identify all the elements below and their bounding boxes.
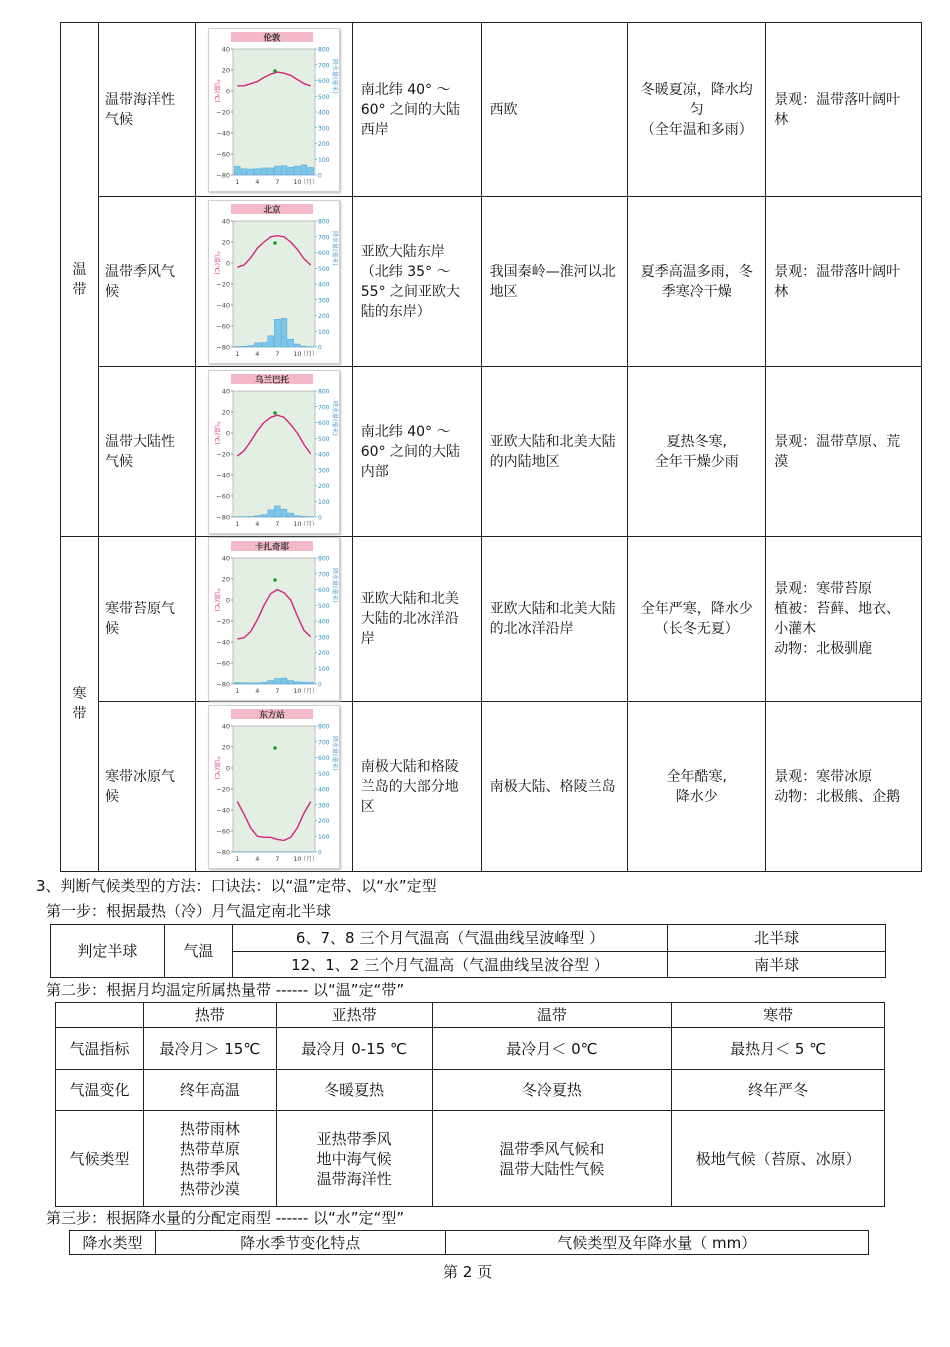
cell-line: 亚热带季风 — [316, 1129, 392, 1148]
temp-tick-label: −60 — [216, 659, 230, 668]
precip-tick-label: 600 — [317, 249, 330, 257]
precip-tick-label: 400 — [317, 618, 330, 626]
table-cell: 终年高温 — [143, 1070, 276, 1111]
month-tick-label: 4 — [255, 519, 260, 528]
precip-tick-label: 500 — [317, 93, 330, 101]
temp-tick-label: −40 — [216, 471, 230, 479]
precip-tick-label: 100 — [317, 665, 330, 673]
temp-tick-label: −80 — [216, 680, 230, 689]
month-tick-label: 7 — [275, 854, 280, 863]
table-cell: 终年严冬 — [672, 1070, 885, 1111]
precip-tick-label: 100 — [317, 328, 330, 336]
temp-axis-title: 气温(℃) — [212, 78, 220, 102]
region-cell: 亚欧大陆和北美大陆的内陆地区 — [481, 367, 628, 537]
station-dot — [273, 746, 277, 750]
landscape-line: 植被：苔藓、地衣、小灌木 — [774, 601, 901, 637]
distribution-cell: 南北纬 40° ～ 60° 之间的大陆内部 — [352, 367, 481, 537]
feature-line: 降水少 — [675, 788, 718, 805]
precip-bar — [248, 169, 254, 175]
zone-cell — [61, 537, 99, 872]
precip-tick-label: 200 — [317, 650, 330, 657]
climate-name: 温带大陆性气候 — [98, 367, 195, 537]
precip-bar — [308, 167, 314, 175]
features-cell — [628, 367, 766, 537]
zone-char: 寒 — [72, 686, 87, 702]
temp-axis-title: 气温(℃) — [212, 588, 220, 612]
precip-bar — [254, 683, 260, 684]
month-tick-label: 4 — [255, 687, 260, 695]
temp-tick-label: −20 — [216, 450, 230, 458]
precip-tick-label: 700 — [317, 61, 330, 69]
precip-tick-label: 500 — [317, 265, 330, 273]
precip-tick-label: 800 — [317, 555, 330, 563]
region-cell: 我国秦岭—淮河以北地区 — [481, 197, 628, 367]
climate-chart-cell — [195, 537, 352, 702]
result-cell: 北半球 — [668, 925, 886, 952]
month-tick-label: 4 — [255, 349, 260, 358]
precip-tick-label: 600 — [317, 754, 330, 762]
precip-tick-label: 100 — [317, 833, 330, 841]
precip-tick-label: 400 — [317, 109, 330, 116]
temp-tick-label: 40 — [221, 45, 230, 53]
row-label: 气温指标 — [56, 1028, 144, 1070]
table-cell — [276, 1111, 432, 1207]
temp-tick-label: 20 — [221, 66, 230, 74]
precip-tick-label: 0 — [317, 681, 322, 689]
precip-bar — [301, 346, 307, 347]
precip-tick-label: 0 — [317, 172, 322, 179]
temp-tick-label: −60 — [216, 827, 230, 835]
temp-tick-label: 0 — [225, 259, 230, 267]
header-cell: 寒带 — [672, 1003, 885, 1028]
precip-tick-label: 300 — [317, 466, 330, 474]
temp-tick-label: 0 — [225, 764, 230, 772]
temp-axis-title: 气温(℃) — [212, 250, 220, 274]
temp-tick-label: −80 — [216, 848, 230, 856]
month-tick-label: 4 — [255, 854, 260, 863]
landscape-line: 动物：北极熊、企鹅 — [774, 788, 901, 805]
chart-station-title: 伦敦 — [263, 33, 281, 43]
precip-tick-label: 400 — [317, 451, 330, 458]
feature-line: （全年温和多雨） — [640, 121, 753, 138]
feature-line: 全年严寒，降水少 — [640, 601, 753, 617]
row-label: 气温变化 — [56, 1070, 144, 1111]
precip-bar — [301, 516, 307, 517]
precip-bar — [288, 167, 294, 175]
landscape-cell — [766, 537, 922, 702]
temp-tick-label: −80 — [216, 513, 230, 521]
table-cell: 最冷月 0-15 ℃ — [276, 1028, 432, 1070]
precip-tick-label: 400 — [317, 281, 330, 288]
distribution-cell: 南极大陆和格陵兰岛的大部分地区 — [352, 702, 481, 872]
temp-tick-label: −20 — [216, 785, 230, 793]
temp-tick-label: −60 — [216, 150, 230, 158]
zone-cell — [61, 23, 99, 537]
month-tick-label: 7 — [275, 349, 280, 358]
precip-bar — [268, 335, 274, 346]
month-tick-label: 4 — [255, 177, 260, 186]
region-cell: 亚欧大陆和北美大陆的北冰洋沿岸 — [481, 537, 628, 702]
precip-bar — [241, 168, 247, 174]
temp-tick-label: 0 — [225, 429, 230, 437]
temp-tick-label: 40 — [221, 387, 230, 395]
precip-bar — [248, 345, 254, 346]
precip-tick-label: 100 — [317, 156, 330, 164]
temp-tick-label: 0 — [225, 596, 230, 605]
month-tick-label: 10 — [292, 687, 302, 695]
temp-tick-label: −80 — [216, 171, 230, 179]
precip-bar — [234, 166, 240, 175]
landscape-cell — [766, 367, 922, 537]
climate-name: 寒带冰原气候 — [98, 702, 195, 872]
precip-bar — [268, 167, 274, 174]
precip-bar — [268, 509, 274, 516]
precip-tick-label: 600 — [317, 419, 330, 427]
climate-chart — [208, 370, 340, 534]
precip-bar — [281, 678, 287, 684]
month-unit: （月） — [299, 178, 318, 186]
climate-chart-svg — [209, 201, 339, 363]
precip-bar — [294, 344, 300, 347]
temp-tick-label: −40 — [216, 638, 230, 647]
climate-chart — [208, 28, 340, 192]
precip-tick-label: 200 — [317, 140, 330, 148]
temp-axis-title: 气温(℃) — [212, 755, 220, 779]
precip-bar — [281, 509, 287, 517]
temp-label: 气温 — [164, 925, 232, 978]
precip-bar — [288, 513, 294, 517]
precip-axis-title: 降水量(毫米) — [330, 735, 338, 771]
condition-cell: 12、1、2 三个月气温高（气温曲线呈波谷型 ） — [232, 952, 667, 978]
temp-tick-label: −40 — [216, 301, 230, 309]
features-cell — [628, 197, 766, 367]
temp-axis-title: 气温(℃) — [212, 420, 220, 444]
climate-chart-cell — [195, 23, 352, 197]
month-tick-label: 10 — [292, 519, 302, 528]
precip-bar — [294, 682, 300, 684]
cell-line: 热带草原 — [179, 1139, 240, 1158]
precip-bar — [261, 167, 267, 174]
precip-axis-title: 降水量(毫米) — [330, 400, 338, 436]
table-cell: 冬冷夏热 — [432, 1070, 672, 1111]
temp-tick-label: −20 — [216, 108, 230, 116]
precip-tick-label: 600 — [317, 587, 330, 594]
map-background — [233, 221, 315, 347]
precip-bar — [261, 342, 267, 347]
step1-title: 第一步：根据最热（冷）月气温定南北半球 — [46, 902, 332, 920]
temp-tick-label: 20 — [221, 408, 230, 416]
heat-zone-table — [55, 1002, 885, 1207]
cell-line: 温带大陆性气候 — [499, 1159, 605, 1178]
chart-station-title: 北京 — [263, 205, 281, 215]
precip-bar — [268, 681, 274, 684]
precip-tick-label: 300 — [317, 634, 330, 642]
cell-line: 极地气候（苔原、冰原） — [695, 1149, 861, 1168]
precip-bar — [254, 515, 260, 516]
landscape-cell — [766, 23, 922, 197]
month-tick-label: 7 — [275, 177, 280, 186]
chart-station-title: 乌兰巴托 — [254, 375, 289, 385]
precip-tick-label: 400 — [317, 786, 330, 793]
station-dot — [273, 578, 277, 582]
climate-chart-svg — [209, 538, 339, 700]
station-dot — [273, 69, 277, 73]
header-cell: 温带 — [432, 1003, 672, 1028]
precip-tick-label: 800 — [317, 723, 330, 730]
landscape-line: 动物：北极驯鹿 — [774, 641, 873, 657]
month-tick-label: 10 — [292, 177, 302, 186]
precip-bar — [261, 514, 267, 516]
precip-tick-label: 200 — [317, 312, 330, 320]
precip-bar — [274, 678, 280, 684]
temp-tick-label: 20 — [221, 238, 230, 246]
temp-tick-label: 40 — [221, 217, 230, 225]
precip-tick-label: 0 — [317, 849, 322, 856]
climate-chart — [208, 200, 340, 364]
landscape-line: 景观：温带落叶阔叶林 — [774, 263, 901, 300]
step2-title: 第二步：根据月均温定所属热量带 ------ 以“温”定“带” — [46, 981, 405, 999]
precip-bar — [261, 682, 267, 684]
header-cell: 热带 — [143, 1003, 276, 1028]
climate-chart-svg — [209, 706, 339, 868]
precip-tick-label: 600 — [317, 77, 330, 85]
precip-bar — [254, 342, 260, 346]
temp-tick-label: 40 — [221, 722, 230, 730]
precip-axis-title: 降水量(毫米) — [330, 568, 338, 603]
month-unit: （月） — [299, 520, 318, 528]
climate-chart — [208, 705, 340, 869]
precip-bar — [248, 683, 254, 684]
precip-tick-label: 300 — [317, 296, 330, 304]
temp-tick-label: −20 — [216, 617, 230, 626]
month-unit: （月） — [299, 350, 318, 358]
climate-name: 温带季风气候 — [98, 197, 195, 367]
hemisphere-table — [50, 924, 886, 978]
precip-tick-label: 700 — [317, 403, 330, 411]
precip-bar — [234, 682, 240, 684]
temp-tick-label: −40 — [216, 129, 230, 137]
precip-tick-label: 300 — [317, 124, 330, 132]
temp-tick-label: 40 — [221, 554, 230, 563]
climate-table — [60, 22, 922, 872]
page-number: 第 2 页 — [443, 1263, 493, 1281]
hemisphere-label: 判定半球 — [51, 925, 165, 978]
zone-char: 带 — [72, 281, 87, 298]
distribution-cell: 亚欧大陆和北美大陆的北冰洋沿岸 — [352, 537, 481, 702]
header-cell: 亚热带 — [276, 1003, 432, 1028]
cell-line: 地中海气候 — [316, 1149, 392, 1168]
landscape-line: 景观：温带草原、荒漠 — [774, 433, 901, 470]
zone-char: 温 — [72, 261, 87, 278]
precip-bar — [281, 165, 287, 174]
month-tick-label: 7 — [275, 687, 280, 695]
climate-chart — [208, 537, 340, 701]
table-cell: 冬暖夏热 — [276, 1070, 432, 1111]
precip-tick-label: 500 — [317, 602, 330, 610]
precip-bar — [294, 515, 300, 516]
precip-tick-label: 0 — [317, 344, 322, 351]
map-background — [233, 49, 315, 175]
precip-tick-label: 0 — [317, 514, 322, 521]
climate-name: 寒带苔原气候 — [98, 537, 195, 702]
month-tick-label: 1 — [235, 519, 240, 528]
table-cell — [143, 1111, 276, 1207]
precip-bar — [294, 166, 300, 175]
feature-line: 夏热冬寒, — [666, 433, 727, 450]
precip-tick-label: 500 — [317, 770, 330, 778]
region-cell: 西欧 — [481, 23, 628, 197]
month-tick-label: 10 — [292, 854, 302, 863]
month-tick-label: 1 — [235, 349, 240, 358]
table-cell: 最热月＜ 5 ℃ — [672, 1028, 885, 1070]
precip-bar — [308, 682, 314, 684]
feature-line: 全年干燥少雨 — [654, 453, 739, 470]
header-cell: 降水类型 — [70, 1231, 156, 1255]
precip-tick-label: 100 — [317, 498, 330, 506]
distribution-cell: 亚欧大陆东岸（北纬 35° ～ 55° 之间亚欧大陆的东岸） — [352, 197, 481, 367]
temp-tick-label: 20 — [221, 575, 230, 584]
precip-tick-label: 800 — [317, 218, 330, 225]
feature-line: 冬暖夏凉，降水均匀 — [640, 81, 753, 118]
temp-tick-label: −20 — [216, 280, 230, 288]
cell-line: 热带雨林 — [179, 1119, 240, 1138]
header-cell — [56, 1003, 144, 1028]
precip-tick-label: 800 — [317, 388, 330, 395]
result-cell: 南半球 — [668, 952, 886, 978]
precip-bar — [281, 318, 287, 347]
section3-heading: 3、判断气候类型的方法：口诀法：以“温”定带、以“水”定型 — [36, 877, 437, 895]
precip-tick-label: 700 — [317, 233, 330, 241]
landscape-line: 景观：寒带苔原 — [774, 581, 873, 597]
temp-tick-label: −60 — [216, 492, 230, 500]
condition-cell: 6、7、8 三个月气温高（气温曲线呈波峰型 ） — [232, 925, 667, 952]
month-unit: （月） — [299, 688, 318, 695]
precip-bar — [274, 319, 280, 347]
climate-chart-cell — [195, 702, 352, 872]
precip-tick-label: 500 — [317, 435, 330, 443]
precip-bar — [301, 682, 307, 684]
table-cell: 最冷月＞ 15℃ — [143, 1028, 276, 1070]
precip-bar — [274, 166, 280, 175]
map-background — [233, 391, 315, 517]
table-cell — [432, 1111, 672, 1207]
table-cell — [672, 1111, 885, 1207]
map-background — [233, 558, 315, 684]
table-cell: 最冷月＜ 0℃ — [432, 1028, 672, 1070]
climate-chart-cell — [195, 197, 352, 367]
precip-axis-title: 降水量(毫米) — [330, 58, 338, 94]
precip-axis-title: 降水量(毫米) — [330, 230, 338, 266]
precip-bar — [288, 339, 294, 347]
landscape-line: 景观：寒带冰原 — [774, 768, 873, 785]
month-tick-label: 1 — [235, 854, 240, 863]
station-dot — [273, 241, 277, 245]
month-unit: （月） — [299, 855, 318, 863]
precip-bar — [301, 164, 307, 174]
cell-line: 温带海洋性 — [316, 1169, 392, 1188]
feature-line: （长冬无夏） — [654, 621, 739, 637]
station-dot — [273, 411, 277, 415]
month-tick-label: 1 — [235, 687, 240, 695]
header-cell: 降水季节变化特点 — [155, 1231, 445, 1255]
map-background — [233, 726, 315, 852]
feature-line: 夏季高温多雨，冬季寒冷干燥 — [640, 263, 753, 300]
precip-bar — [288, 681, 294, 684]
temp-tick-label: 0 — [225, 87, 230, 95]
cell-line: 热带沙漠 — [179, 1179, 240, 1198]
features-cell — [628, 537, 766, 702]
precip-tick-label: 200 — [317, 482, 330, 490]
temp-tick-label: 20 — [221, 743, 230, 751]
month-tick-label: 7 — [275, 519, 280, 528]
temp-tick-label: −60 — [216, 322, 230, 330]
row-label: 气候类型 — [56, 1111, 144, 1207]
precip-type-table — [69, 1230, 869, 1255]
distribution-cell: 南北纬 40° ～ 60° 之间的大陆西岸 — [352, 23, 481, 197]
precip-tick-label: 700 — [317, 738, 330, 746]
precip-tick-label: 200 — [317, 817, 330, 825]
landscape-cell — [766, 702, 922, 872]
step3-title: 第三步：根据降水量的分配定雨型 ------ 以“水”定“型” — [46, 1209, 405, 1227]
month-tick-label: 10 — [292, 349, 302, 358]
precip-tick-label: 800 — [317, 46, 330, 53]
region-cell: 南极大陆、格陵兰岛 — [481, 702, 628, 872]
climate-chart-svg — [209, 371, 339, 533]
cell-line: 热带季风 — [179, 1159, 240, 1178]
chart-station-title: 卡扎奇耶 — [254, 542, 289, 553]
chart-station-title: 东方站 — [259, 710, 285, 720]
features-cell — [628, 702, 766, 872]
precip-bar — [241, 346, 247, 347]
feature-line: 全年酷寒, — [666, 768, 727, 785]
precip-tick-label: 300 — [317, 801, 330, 809]
month-tick-label: 1 — [235, 177, 240, 186]
header-cell: 气候类型及年降水量（ mm） — [445, 1231, 869, 1255]
precip-bar — [254, 168, 260, 174]
precip-bar — [274, 505, 280, 516]
zone-char: 带 — [72, 706, 87, 722]
climate-chart-cell — [195, 367, 352, 537]
landscape-cell — [766, 197, 922, 367]
climate-chart-svg — [209, 29, 339, 191]
temp-tick-label: −40 — [216, 806, 230, 814]
precip-tick-label: 700 — [317, 571, 330, 579]
temp-tick-label: −80 — [216, 343, 230, 351]
climate-name: 温带海洋性气候 — [98, 23, 195, 197]
cell-line: 温带季风气候和 — [499, 1139, 605, 1158]
landscape-line: 景观：温带落叶阔叶林 — [774, 91, 901, 128]
precip-bar — [241, 683, 247, 684]
features-cell — [628, 23, 766, 197]
